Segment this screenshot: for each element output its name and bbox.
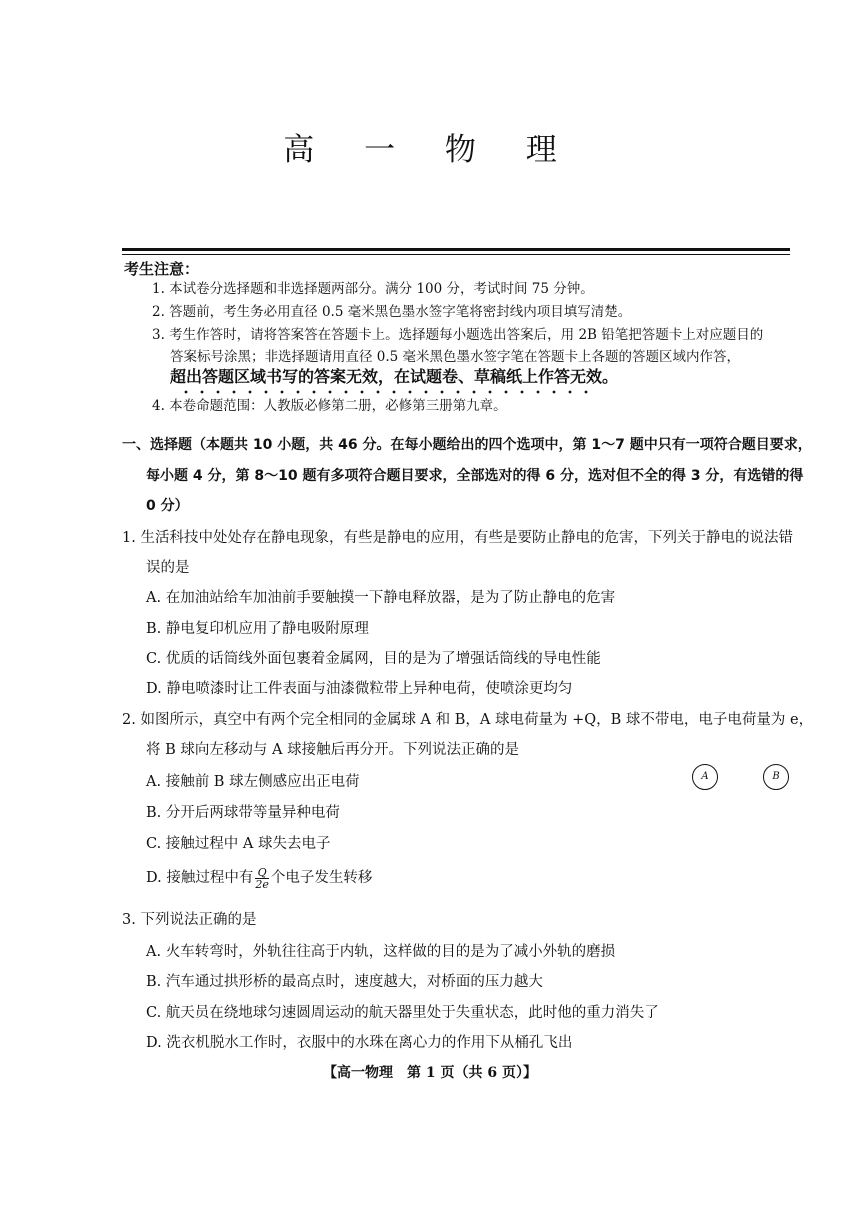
notice-item-4: 4. 本卷命题范围：人教版必修第二册，必修第三册第九章。 bbox=[152, 398, 507, 414]
q2-option-d-prefix: D. 接触过程中有 bbox=[146, 870, 254, 886]
q3-option-c: C. 航天员在绕地球匀速圆周运动的航天器里处于失重状态，此时他的重力消失了 bbox=[146, 1005, 659, 1021]
metal-ball-b: B bbox=[763, 764, 789, 790]
q3-option-d: D. 洗衣机脱水工作时，衣服中的水珠在离心力的作用下从桶孔飞出 bbox=[146, 1035, 573, 1051]
fraction-denominator: 2e bbox=[255, 877, 269, 891]
page-footer: 【高一物理 第 1 页（共 6 页）】 bbox=[323, 1065, 537, 1081]
q2-option-d-suffix: 个电子发生转移 bbox=[270, 870, 373, 886]
notice-item-2: 2. 答题前，考生务必用直径 0.5 毫米黑色墨水签字笔将密封线内项目填写清楚。 bbox=[152, 304, 632, 320]
q3-option-a: A. 火车转弯时，外轨往往高于内轨，这样做的目的是为了减小外轨的磨损 bbox=[146, 944, 616, 960]
q1-option-d: D. 静电喷漆时让工件表面与油漆微粒带上异种电荷，使喷涂更均匀 bbox=[146, 681, 573, 697]
notice-item-3-line-1: 3. 考生作答时，请将答案答在答题卡上。选择题每小题选出答案后，用 2B 铅笔把答题卡上对应题目的 bbox=[152, 327, 764, 343]
header-rule-thin bbox=[122, 254, 790, 255]
fraction-numerator: Q bbox=[255, 867, 269, 879]
metal-ball-a: A bbox=[692, 764, 718, 790]
fraction-q-over-2e bbox=[255, 867, 269, 890]
q1-option-c: C. 优质的话筒线外面包裹着金属网，目的是为了增强话筒线的导电性能 bbox=[146, 651, 601, 667]
q1-option-b: B. 静电复印机应用了静电吸附原理 bbox=[146, 621, 369, 637]
q1-option-a: A. 在加油站给车加油前手要触摸一下静电释放器，是为了防止静电的危害 bbox=[146, 590, 616, 606]
notice-item-3-emphasis: 超出答题区域书写的答案无效，在试题卷、草稿纸上作答无效。 bbox=[170, 367, 619, 386]
q2-stem-line-1: 2. 如图所示，真空中有两个完全相同的金属球 A 和 B，A 球电荷量为 +Q，B 球不带电，电子电荷量为 e， bbox=[122, 712, 814, 728]
emphasis-dots bbox=[178, 389, 598, 395]
section-header-line-2: 每小题 4 分，第 8～10 题有多项符合题目要求，全部选对的得 6 分，选对但不全的得 3 分，有选错的得 bbox=[146, 468, 804, 484]
section-header-line-1: 一、选择题（本题共 10 小题，共 46 分。在每小题给出的四个选项中，第 1～7 题中只有一项符合题目要求， bbox=[122, 437, 812, 453]
q2-option-c: C. 接触过程中 A 球失去电子 bbox=[146, 836, 331, 852]
q3-stem: 3. 下列说法正确的是 bbox=[122, 912, 257, 928]
header-rule-thick bbox=[122, 248, 790, 251]
notice-item-1: 1. 本试卷分选择题和非选择题两部分。满分 100 分，考试时间 75 分钟。 bbox=[152, 281, 594, 297]
q3-option-b: B. 汽车通过拱形桥的最高点时，速度越大，对桥面的压力越大 bbox=[146, 974, 543, 990]
q2-option-a: A. 接触前 B 球左侧感应出正电荷 bbox=[146, 774, 360, 790]
q2-stem-line-2: 将 B 球向左移动与 A 球接触后再分开。下列说法正确的是 bbox=[146, 742, 520, 758]
q1-stem-line-2: 误的是 bbox=[146, 560, 190, 576]
notice-item-3-line-2: 答案标号涂黑；非选择题请用直径 0.5 毫米黑色墨水签字笔在答题卡上各题的答题区域内作答， bbox=[170, 349, 741, 365]
q1-stem-line-1: 1. 生活科技中处处存在静电现象，有些是静电的应用，有些是要防止静电的危害，下列关于静电的说法错 bbox=[122, 530, 793, 546]
q2-option-d bbox=[146, 866, 372, 890]
notice-heading: 考生注意： bbox=[124, 260, 200, 278]
page-title: 高 一 物 理 bbox=[283, 132, 577, 168]
q2-option-b: B. 分开后两球带等量异种电荷 bbox=[146, 805, 340, 821]
section-header-line-3: 0 分） bbox=[146, 498, 189, 514]
